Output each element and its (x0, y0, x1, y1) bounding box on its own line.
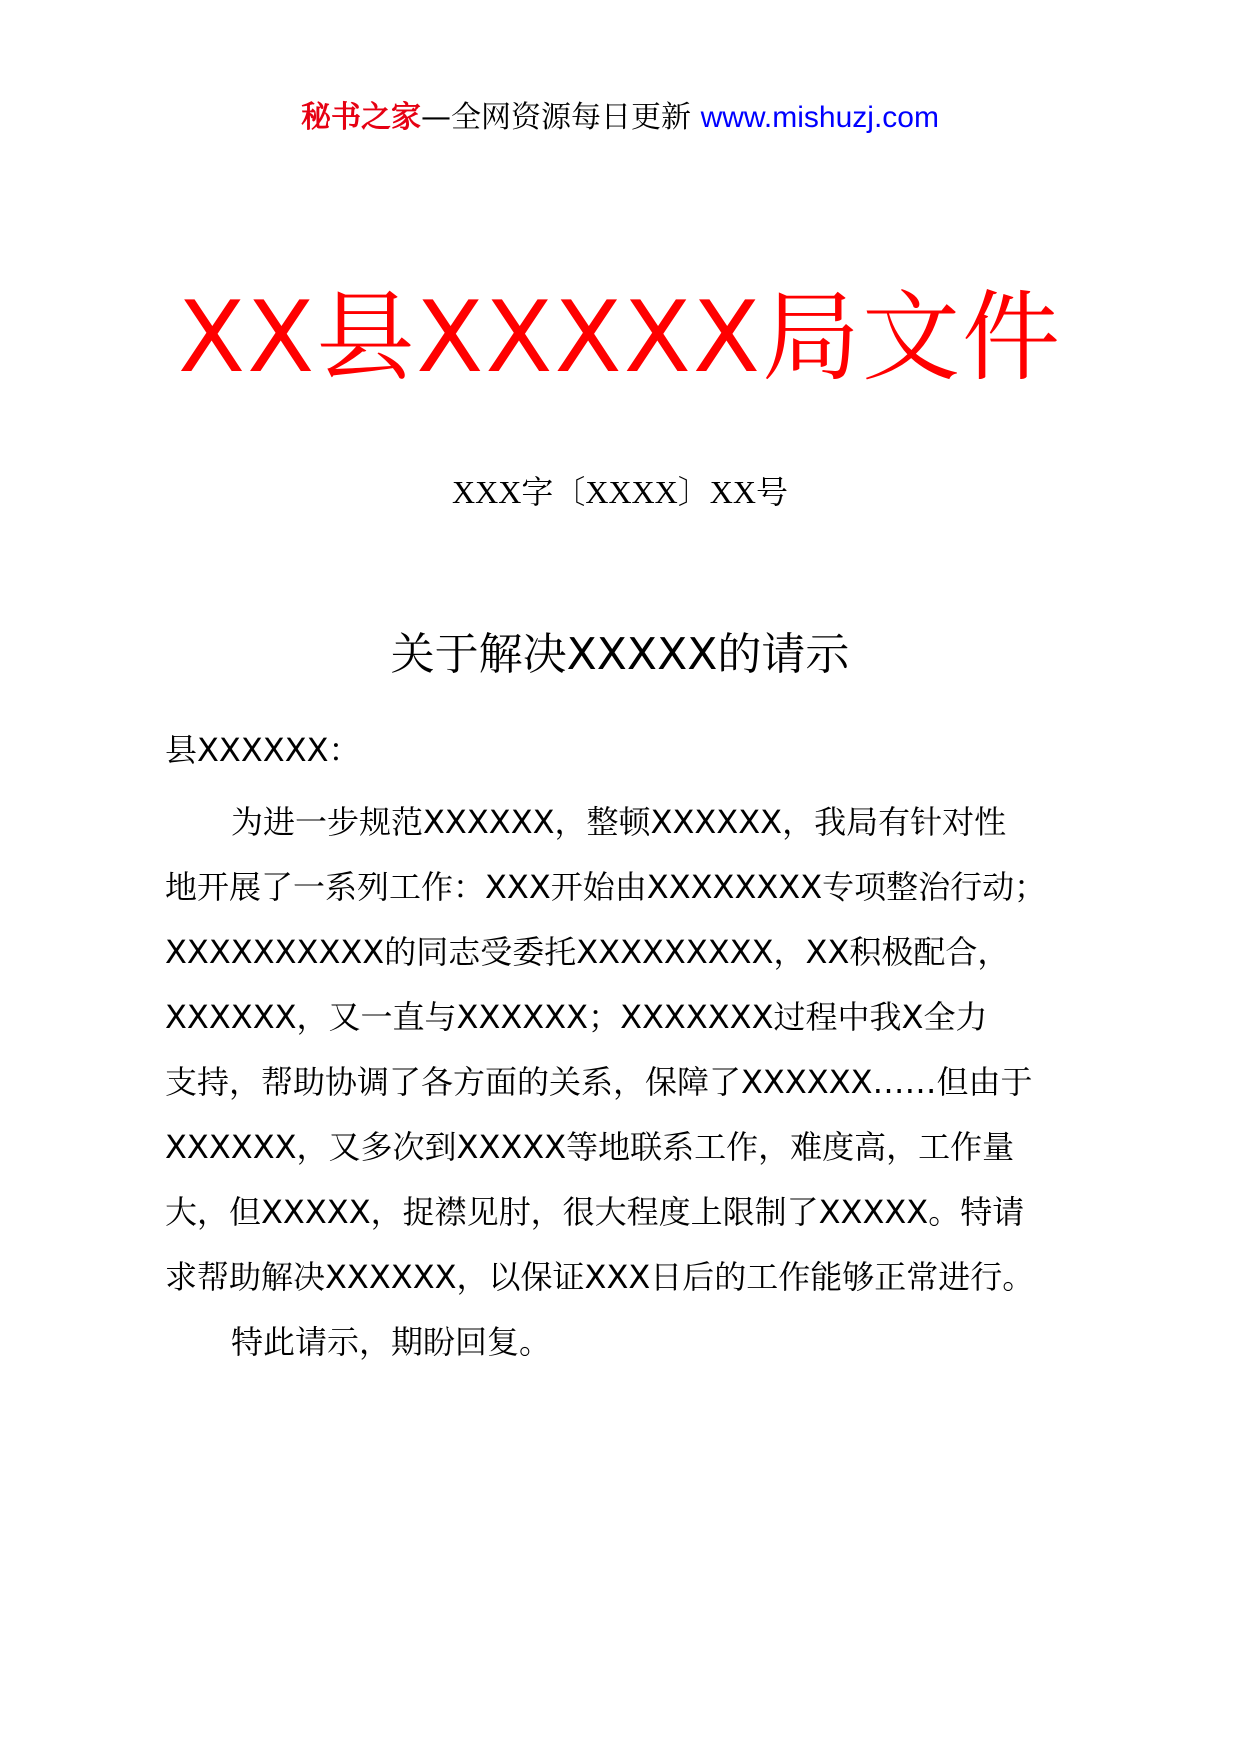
body-line: XXXXXXXXXX的同志受委托XXXXXXXXX，XX积极配合， (165, 933, 1010, 971)
document-title: XX县XXXXX局文件 (178, 281, 1062, 395)
site-url-link[interactable]: www.mishuzj.com (700, 101, 939, 134)
body-text (165, 790, 1125, 1375)
body-line: XXXXXX，又一直与XXXXXX；XXXXXXX过程中我X全力 (165, 998, 988, 1036)
header-tagline: —全网资源每日更新 (421, 100, 692, 135)
body-line: 为进一步规范XXXXXX，整顿XXXXXX，我局有针对性 (231, 803, 1007, 841)
salutation: 县XXXXXX： (165, 731, 361, 769)
brand-name: 秘书之家 (301, 100, 422, 135)
body-line: 地开展了一系列工作：XXX开始由XXXXXXXX专项整治行动； (165, 868, 1047, 906)
body-line: 求帮助解决XXXXXX，以保证XXX日后的工作能够正常进行。 (165, 1258, 1035, 1296)
site-header (0, 98, 1240, 138)
body-line: XXXXXX，又多次到XXXXX等地联系工作，难度高，工作量 (165, 1128, 1015, 1166)
body-line: 大，但XXXXX，捉襟见肘，很大程度上限制了XXXXX。特请 (165, 1193, 1025, 1231)
document-subject: 关于解决XXXXX的请示 (390, 629, 850, 680)
body-line: 支持，帮助协调了各方面的关系，保障了XXXXXX……但由于 (165, 1063, 1033, 1101)
closing-line: 特此请示，期盼回复。 (231, 1323, 552, 1361)
document-number: XXX字〔XXXX〕XX号 (452, 474, 788, 510)
